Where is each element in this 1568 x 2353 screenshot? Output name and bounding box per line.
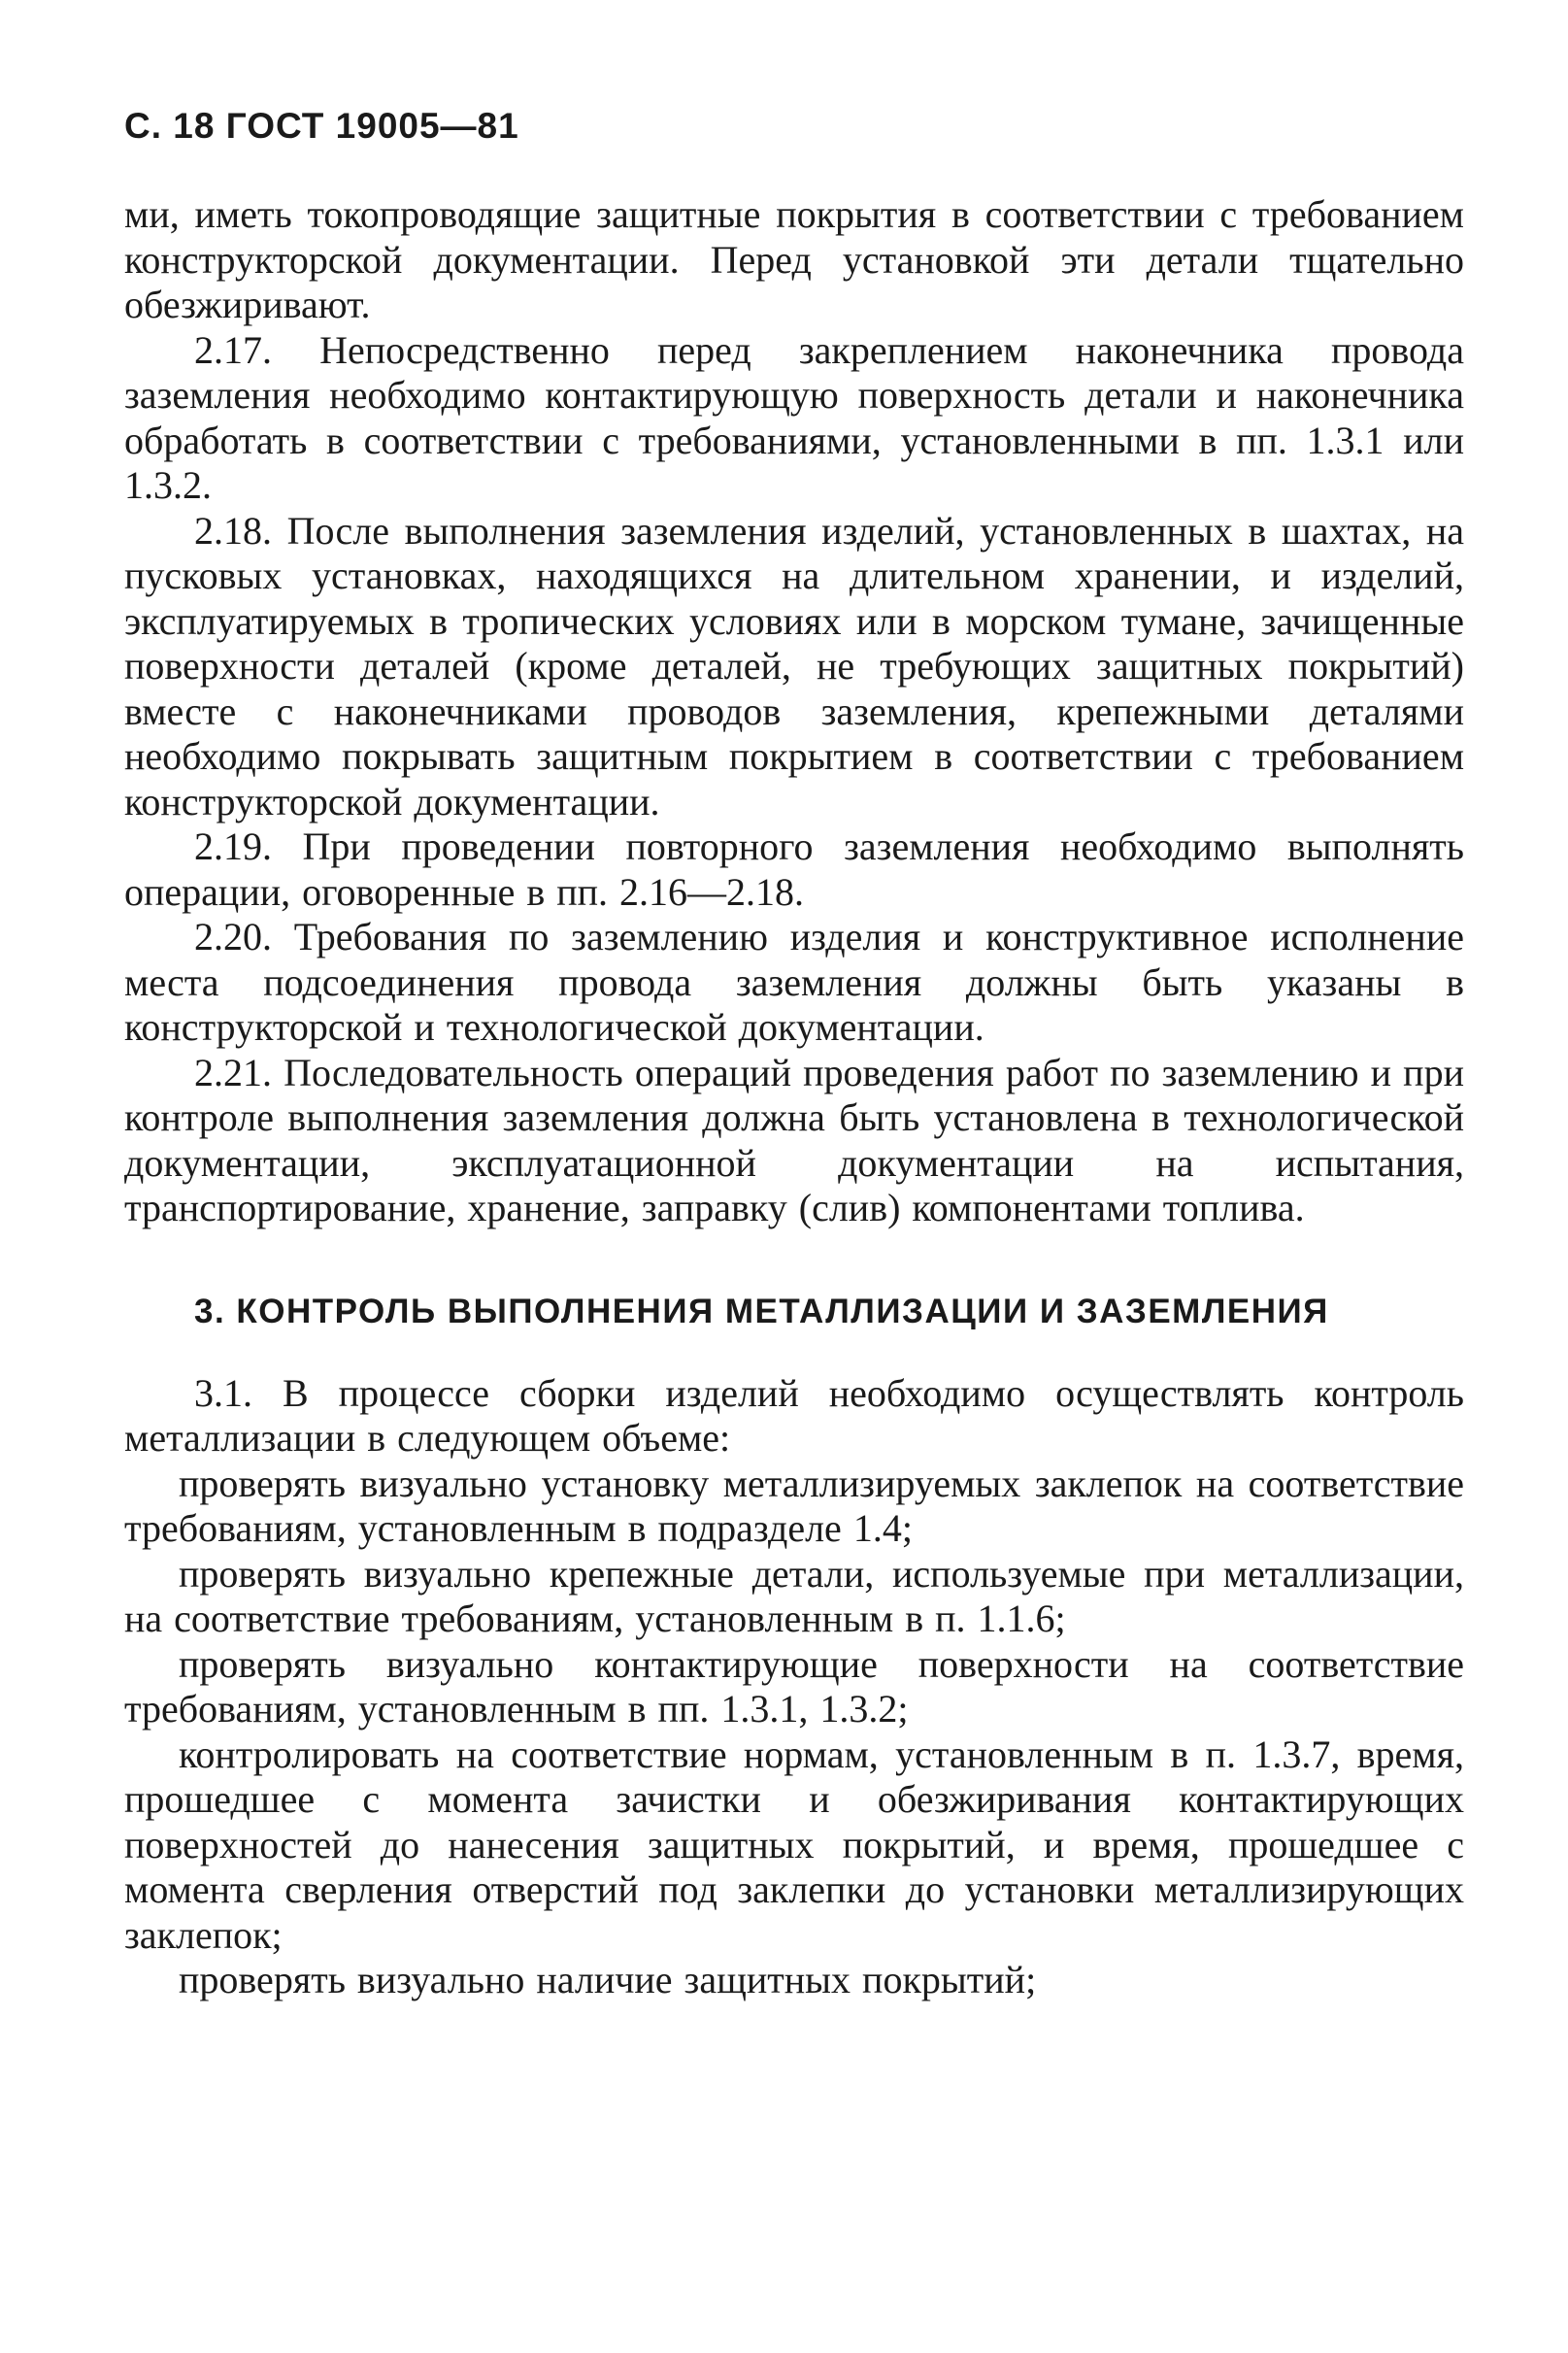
list-item: проверять визуально контактирующие поверхности на соответствие требованиям, установленным в пп. 1.3.1, 1.3.2; [124, 1641, 1464, 1731]
list-item: проверять визуально наличие защитных покрытий; [179, 1958, 1037, 2002]
list-item: проверять визуально крепежные детали, используемые при металлизации, на соответствие требованиям, установленным в п. 1.1.6; [124, 1551, 1464, 1641]
running-header: С. 18 ГОСТ 19005—81 [124, 106, 519, 146]
paragraph-2-18: 2.18. После выполнения заземления изделий, установленных в шахтах, на пусковых установках, находящихся на длительном хранении, и изделий, эксплуатируемых в тропических условиях или в морском тумане, зачищенные поверхности деталей (кроме деталей, не требующих защитных покрытий) вместе с наконечниками проводов заземления, крепежными деталями необходимо покрывать защитным покрытием в соответствии с требованием конструкторской документации. [124, 508, 1464, 824]
list-item: проверять визуально установку металлизируемых заклепок на соответствие требованиям, установленным в подразделе 1.4; [124, 1461, 1464, 1551]
paragraph-continuation: ми, иметь токопроводящие защитные покрытия в соответствии с требованием конструкторской документации. Перед установкой эти детали тщательно обезжиривают. [124, 192, 1464, 327]
paragraph-2-20: 2.20. Требования по заземлению изделия и конструктивное исполнение места подсоединения провода заземления должны быть указаны в конструкторской и технологической документации. [124, 915, 1464, 1050]
section-3-title: 3. КОНТРОЛЬ ВЫПОЛНЕНИЯ МЕТАЛЛИЗАЦИИ И ЗАЗЕМЛЕНИЯ [194, 1292, 1329, 1330]
paragraph-2-17: 2.17. Непосредственно перед закреплением наконечника провода заземления необходимо контактирующую поверхность детали и наконечника обработать в соответствии с требованиями, установленными в пп. 1.3.1 или 1.3.2. [124, 327, 1464, 508]
paragraph-2-19: 2.19. При проведении повторного заземления необходимо выполнять операции, оговоренные в пп. 2.16—2.18. [124, 824, 1464, 914]
paragraph-3-1: 3.1. В процессе сборки изделий необходимо осуществлять контроль металлизации в следующем объеме: [124, 1370, 1464, 1461]
list-item: контролировать на соответствие нормам, установленным в п. 1.3.7, время, прошедшее с момента зачистки и обезжиривания контактирующих поверхностей до нанесения защитных покрытий, и время, прошедшее с момента сверления отверстий под заклепки до установки металлизирующих заклепок; [124, 1731, 1464, 1957]
paragraph-2-21: 2.21. Последовательность операций проведения работ по заземлению и при контроле выполнения заземления должна быть установлена в технологической документации, эксплуатационной документации на испытания, транспортирование, хранение, заправку (слив) компонентами топлива. [124, 1050, 1464, 1230]
document-page [124, 105, 1464, 2003]
